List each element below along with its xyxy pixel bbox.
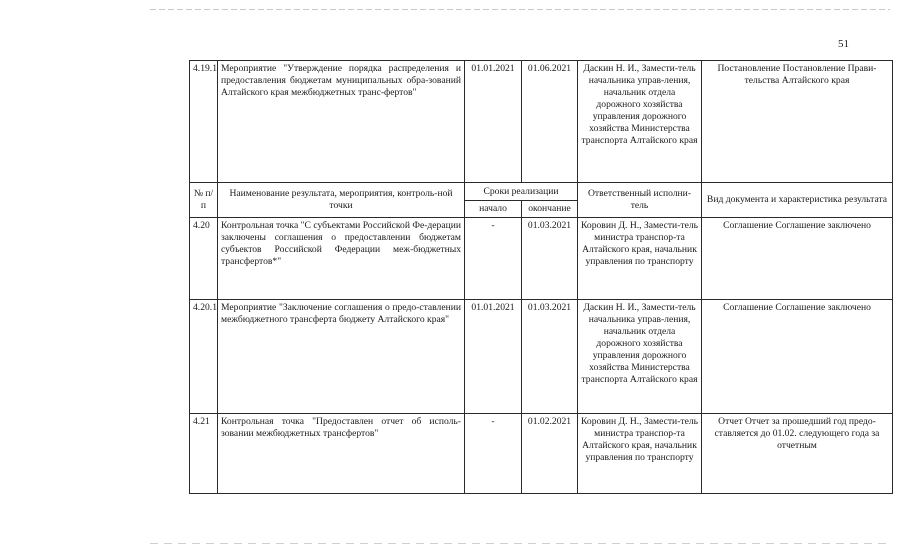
scan-artifact-bottom xyxy=(150,543,890,544)
table-row xyxy=(190,300,893,414)
row-responsible: Даскин Н. И., Замести-тель начальника управ-ления, начальник отдела дорожного хозяйства управления дорожного хозяйства Министерства транспорта Алтайского края xyxy=(578,300,702,414)
header-name: Наименование результата, мероприятия, контроль-ной точки xyxy=(218,183,465,218)
row-number: 4.20 xyxy=(190,218,218,300)
row-name: Контрольная точка "Предоставлен отчет об исполь-зовании межбюджетных трансфертов" xyxy=(218,414,465,494)
row-name: Контрольная точка "С субъектами Российской Фе-дерации заключены соглашения о предоставлении бюджетам субъектов Российской Федерации меж-бюджетных трансфертов*" xyxy=(218,218,465,300)
row-start-date: 01.01.2021 xyxy=(465,61,522,183)
row-start-date: - xyxy=(465,414,522,494)
row-responsible: Коровин Д. Н., Замести-тель министра транспор-та Алтайского края, начальник управления по транспорту xyxy=(578,414,702,494)
header-responsible: Ответственный исполни-тель xyxy=(578,183,702,218)
row-document: Соглашение Соглашение заключено xyxy=(702,300,893,414)
row-start-date: 01.01.2021 xyxy=(465,300,522,414)
table-header-row xyxy=(190,183,893,201)
row-responsible: Коровин Д. Н., Замести-тель министра транспор-та Алтайского края, начальник управления по транспорту xyxy=(578,218,702,300)
row-document: Отчет Отчет за прошедший год предо-ставляется до 01.02. следующего года за отчетным xyxy=(702,414,893,494)
row-document: Постановление Постановление Прави-тельства Алтайского края xyxy=(702,61,893,183)
header-terms: Сроки реализации xyxy=(465,183,578,201)
page-number: 51 xyxy=(838,38,849,50)
row-document: Соглашение Соглашение заключено xyxy=(702,218,893,300)
header-start: начало xyxy=(465,201,522,218)
row-name: Мероприятие "Утверждение порядка распределения и предоставления бюджетам муниципальных обра-зований Алтайского края межбюджетных транс-фертов" xyxy=(218,61,465,183)
table-row xyxy=(190,414,893,494)
row-number: 4.19.1 xyxy=(190,61,218,183)
row-end-date: 01.03.2021 xyxy=(522,300,578,414)
header-no: № п/п xyxy=(190,183,218,218)
table-row xyxy=(190,218,893,300)
row-end-date: 01.03.2021 xyxy=(522,218,578,300)
header-end: окончание xyxy=(522,201,578,218)
row-end-date: 01.06.2021 xyxy=(522,61,578,183)
table-row xyxy=(190,61,893,183)
row-number: 4.21 xyxy=(190,414,218,494)
row-number: 4.20.1 xyxy=(190,300,218,414)
implementation-plan-table xyxy=(189,60,893,494)
row-responsible: Даскин Н. И., Замести-тель начальника управ-ления, начальник отдела дорожного хозяйства управления дорожного хозяйства Министерства транспорта Алтайского края xyxy=(578,61,702,183)
row-start-date: - xyxy=(465,218,522,300)
scan-artifact-top xyxy=(150,9,890,10)
row-end-date: 01.02.2021 xyxy=(522,414,578,494)
row-name: Мероприятие "Заключение соглашения о предо-ставлении межбюджетного трансферта бюджету Алтайского края" xyxy=(218,300,465,414)
header-document: Вид документа и характеристика результата xyxy=(702,183,893,218)
